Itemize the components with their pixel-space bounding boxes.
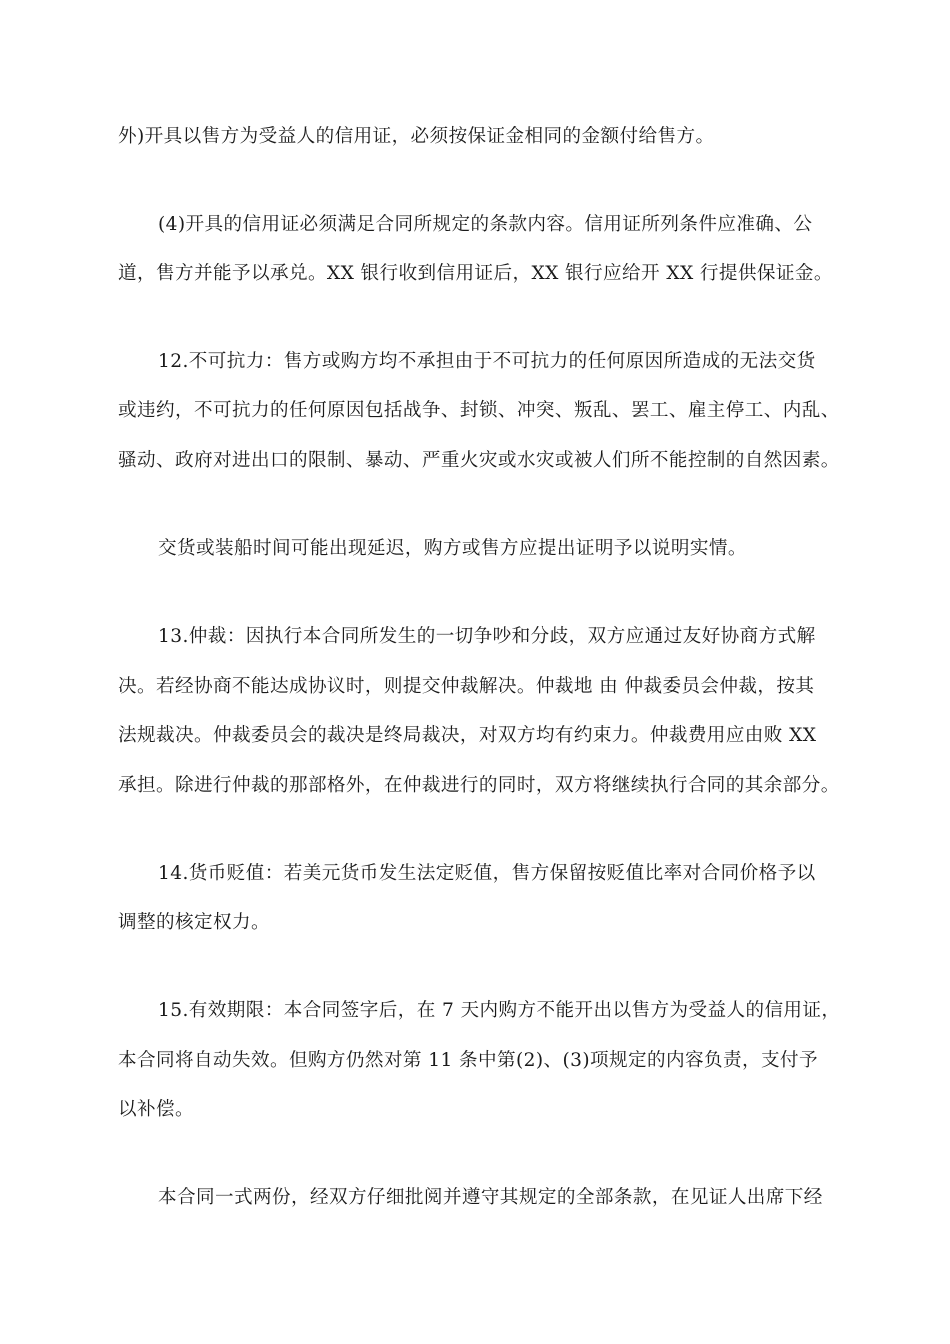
closing-paragraph-line: 本合同一式两份，经双方仔细批阅并遵守其规定的全部条款，在见证人出席下经	[158, 1187, 823, 1208]
clause-12-heading-line: 12.不可抗力：售方或购方均不承担由于不可抗力的任何原因所造成的无法交货	[158, 351, 816, 372]
paragraph-line: (4)开具的信用证必须满足合同所规定的条款内容。信用证所列条件应准确、公	[158, 214, 813, 235]
clause-13-heading-line: 13.仲裁：因执行本合同所发生的一切争吵和分歧，双方应通过友好协商方式解	[158, 626, 816, 647]
text-line: 决。若经协商不能达成协议时，则提交仲裁解决。仲裁地 由 仲裁委员会仲裁，按其	[118, 676, 815, 697]
text-line: 骚动、政府对进出口的限制、暴动、严重火灾或水灾或被人们所不能控制的自然因素。	[118, 450, 840, 471]
text-line: 以补偿。	[118, 1099, 194, 1120]
text-line: 本合同将自动失效。但购方仍然对第 11 条中第(2)、(3)项规定的内容负责，支付予	[118, 1050, 818, 1071]
paragraph-line: 交货或装船时间可能出现延迟，购方或售方应提出证明予以说明实情。	[158, 538, 747, 559]
text-line: 道，售方并能予以承兑。XX 银行收到信用证后，XX 银行应给开 XX 行提供保证金。	[118, 263, 833, 284]
text-line: 承担。除进行仲裁的那部格外，在仲裁进行的同时，双方将继续执行合同的其余部分。	[118, 775, 840, 796]
clause-14-heading-line: 14.货币贬值：若美元货币发生法定贬值，售方保留按贬值比率对合同价格予以	[158, 863, 816, 884]
text-line: 调整的核定权力。	[118, 912, 270, 933]
text-line: 或违约，不可抗力的任何原因包括战争、封锁、冲突、叛乱、罢工、雇主停工、内乱、	[118, 400, 840, 421]
text-line: 法规裁决。仲裁委员会的裁决是终局裁决，对双方均有约束力。仲裁费用应由败 XX	[118, 725, 817, 746]
clause-15-heading-line: 15.有效期限：本合同签字后，在 7 天内购方不能开出以售方为受益人的信用证，	[158, 1000, 841, 1021]
text-line: 外)开具以售方为受益人的信用证，必须按保证金相同的金额付给售方。	[118, 126, 715, 147]
